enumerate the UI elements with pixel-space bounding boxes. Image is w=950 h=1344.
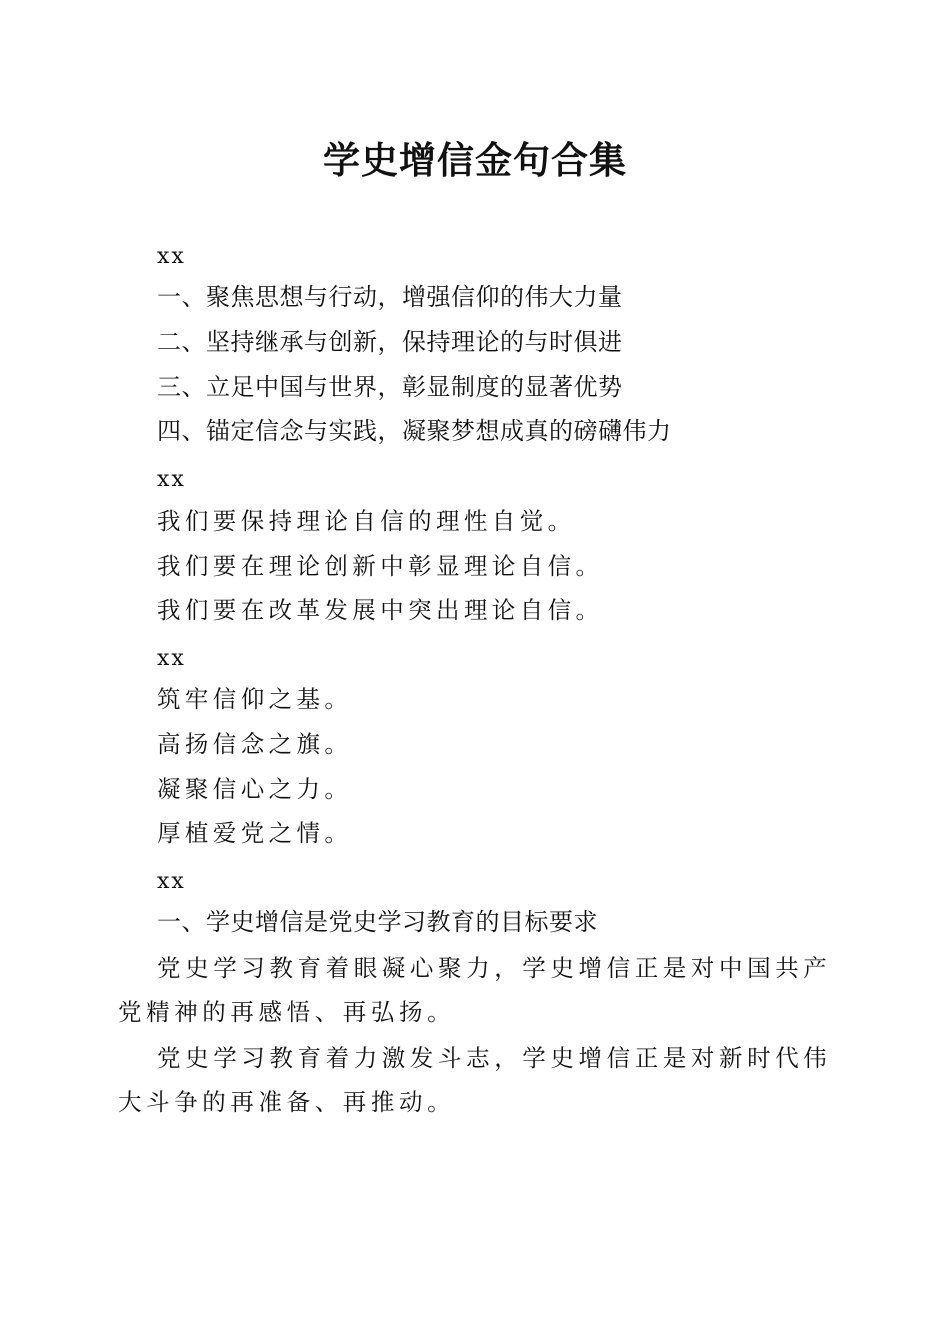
phrase-line-4: 厚植爱党之情。 [157,819,353,847]
section-marker-3: xx [157,646,186,671]
section-marker-4: xx [157,869,186,894]
body-paragraph-2: 党史学习教育着力激发斗志，学史增信正是对新时代伟大斗争的再准备、再推动。 [118,1044,832,1116]
phrase-line-3: 凝聚信心之力。 [157,775,353,803]
phrase-line-2: 高扬信念之旗。 [157,730,353,758]
document-title: 学史增信金句合集 [323,138,627,182]
quote-line-3: 我们要在改革发展中突出理论自信。 [157,596,604,624]
outline-item-4: 四、锚定信念与实践，凝聚梦想成真的磅礴伟力 [157,417,672,445]
outline-item-2: 二、坚持继承与创新，保持理论的与时俱进 [157,328,623,356]
outline-item-3: 三、立足中国与世界，彰显制度的显著优势 [157,373,623,401]
section-heading: 一、学史增信是党史学习教育的目标要求 [157,908,598,936]
quote-line-1: 我们要保持理论自信的理性自觉。 [157,507,576,535]
section-marker-2: xx [157,467,186,492]
section-marker-1: xx [157,244,186,269]
body-paragraph-1: 党史学习教育着眼凝心聚力，学史增信正是对中国共产党精神的再感悟、再弘扬。 [118,954,832,1026]
outline-item-1: 一、聚焦思想与行动，增强信仰的伟大力量 [157,283,623,311]
phrase-line-1: 筑牢信仰之基。 [157,685,353,713]
quote-line-2: 我们要在理论创新中彰显理论自信。 [157,552,604,580]
